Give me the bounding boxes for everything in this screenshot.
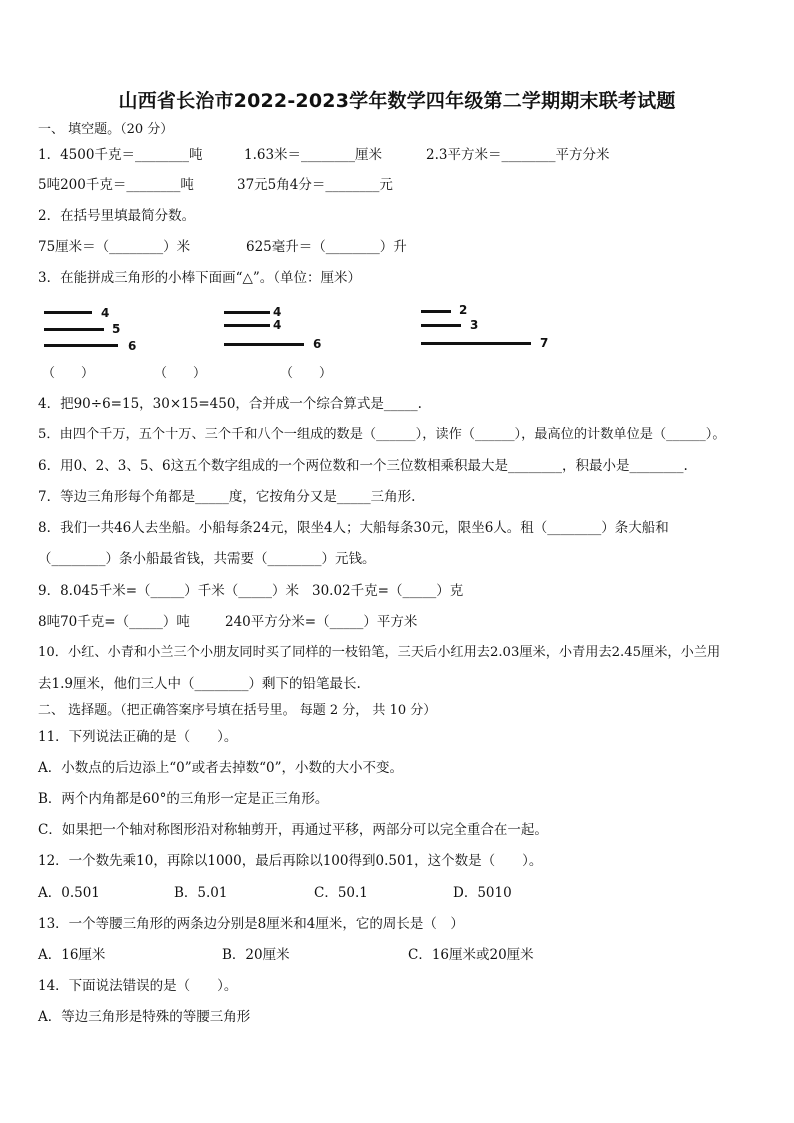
q1-part-d: 5吨200千克＝________吨 (38, 177, 194, 193)
stick-g2-3-label: 6 (313, 337, 322, 351)
stick-g1-2 (44, 328, 104, 331)
stick-g3-1 (421, 310, 451, 313)
stick-g2-1-label: 4 (273, 305, 282, 319)
question-4: 4．把90÷6=15，30×15=450，合并成一个综合算式是_____. (38, 396, 422, 412)
stick-g3-2-label: 3 (470, 318, 479, 332)
question-9-row-2 (38, 613, 758, 631)
q1-part-b: 1.63米＝________厘米 (244, 147, 383, 163)
stick-g2-2-label: 4 (273, 318, 282, 332)
q1-part-a: 1．4500千克＝________吨 (38, 147, 203, 163)
q9-part-c: 8吨70千克=（_____）吨 (38, 614, 190, 630)
question-1-row-2 (38, 176, 758, 194)
question-14-stem: 14．下面说法错误的是（ ）。 (38, 978, 238, 994)
question-8-line-2: （________）条小船最省钱，共需要（________）元钱。 (38, 551, 376, 567)
question-7: 7．等边三角形每个角都是_____度，它按角分又是_____三角形. (38, 489, 416, 505)
question-3-stem: 3．在能拼成三角形的小棒下面画“△”。（单位：厘米） (38, 270, 362, 286)
question-13-options (38, 946, 758, 964)
stick-g2-2 (224, 324, 270, 327)
stick-figures (0, 300, 794, 385)
question-11-stem: 11．下列说法正确的是（ ）。 (38, 729, 238, 745)
q11-option-b: B．两个内角都是60°的三角形一定是正三角形。 (38, 791, 329, 807)
q1-part-e: 37元5角4分＝________元 (237, 177, 393, 193)
q12-option-c: C．50.1 (314, 885, 368, 901)
stick-g3-2 (421, 324, 461, 327)
page-title: 山西省长治市2022-2023学年数学四年级第二学期期末联考试题 (118, 90, 676, 112)
q9-part-b: 30.02千克=（_____）克 (312, 583, 464, 599)
question-8-line-1: 8．我们一共46人去坐船。小船每条24元，限坐4人；大船每条30元，限坐6人。租（________）条大船和 (38, 520, 669, 536)
stick-g3-1-label: 2 (459, 303, 468, 317)
q13-option-c: C．16厘米或20厘米 (408, 947, 534, 963)
question-13-stem: 13．一个等腰三角形的两条边分别是8厘米和4厘米，它的周长是（ ） (38, 916, 464, 932)
stick-g3-3-label: 7 (540, 336, 549, 350)
section-fill-blank-heading: 一、 填空题。（20 分） (38, 122, 174, 137)
question-9-row-1 (38, 582, 758, 600)
q9-part-d: 240平方分米=（_____）平方米 (225, 614, 418, 630)
q13-option-b: B．20厘米 (222, 947, 290, 963)
q12-option-b: B．5.01 (174, 885, 228, 901)
question-6: 6．用0、2、3、5、6这五个数字组成的一个两位数和一个三位数相乘积最大是________，积最小是________. (38, 458, 688, 474)
stick-g1-1-label: 4 (101, 306, 110, 320)
question-2-stem: 2．在括号里填最简分数。 (38, 208, 196, 224)
q13-option-a: A．16厘米 (38, 947, 106, 963)
stick-g3-3 (421, 342, 531, 345)
question-12-options (38, 884, 758, 902)
q11-option-c: C．如果把一个轴对称图形沿对称轴剪开，再通过平移，两部分可以完全重合在一起。 (38, 822, 548, 838)
question-10-line-1: 10．小红、小青和小兰三个小朋友同时买了同样的一枝铅笔，三天后小红用去2.03厘米，小青用去2.45厘米，小兰用 (38, 645, 721, 660)
q3-answer-3: （ ） (280, 366, 333, 381)
stick-g1-3 (44, 344, 118, 347)
question-5: 5．由四个千万，五个十万、三个千和八个一组成的数是（______），读作（______），最高位的计数单位是（______）。 (38, 427, 726, 442)
q9-part-a: 9．8.045千米=（_____）千米（_____）米 (38, 583, 300, 599)
q3-answer-1: （ ） (42, 366, 95, 381)
q2-part-b: 625毫升＝（________）升 (246, 239, 407, 255)
question-10-line-2: 去1.9厘米，他们三人中（________）剩下的铅笔最长. (38, 676, 361, 692)
stick-g1-2-label: 5 (112, 322, 121, 336)
question-2-row (38, 238, 758, 256)
q14-option-a: A．等边三角形是特殊的等腰三角形 (38, 1009, 251, 1025)
stick-g1-1 (44, 311, 92, 314)
q3-answer-2: （ ） (154, 366, 207, 381)
q2-part-a: 75厘米＝（________）米 (38, 239, 191, 255)
q11-option-a: A．小数点的后边添上“0”或者去掉数“0”，小数的大小不变。 (38, 760, 404, 776)
stick-g2-3 (224, 343, 304, 346)
q12-option-d: D．5010 (453, 885, 512, 901)
question-12-stem: 12．一个数先乘10，再除以1000，最后再除以100得到0.501，这个数是（ ）。 (38, 853, 543, 869)
q12-option-a: A．0.501 (38, 885, 100, 901)
stick-g2-1 (224, 311, 270, 314)
section-choice-heading: 二、 选择题。（把正确答案序号填在括号里。 每题 2 分， 共 10 分） (38, 703, 437, 718)
q1-part-c: 2.3平方米＝________平方分米 (426, 147, 610, 163)
stick-g1-3-label: 6 (128, 339, 137, 353)
question-1-row-1 (38, 146, 758, 164)
